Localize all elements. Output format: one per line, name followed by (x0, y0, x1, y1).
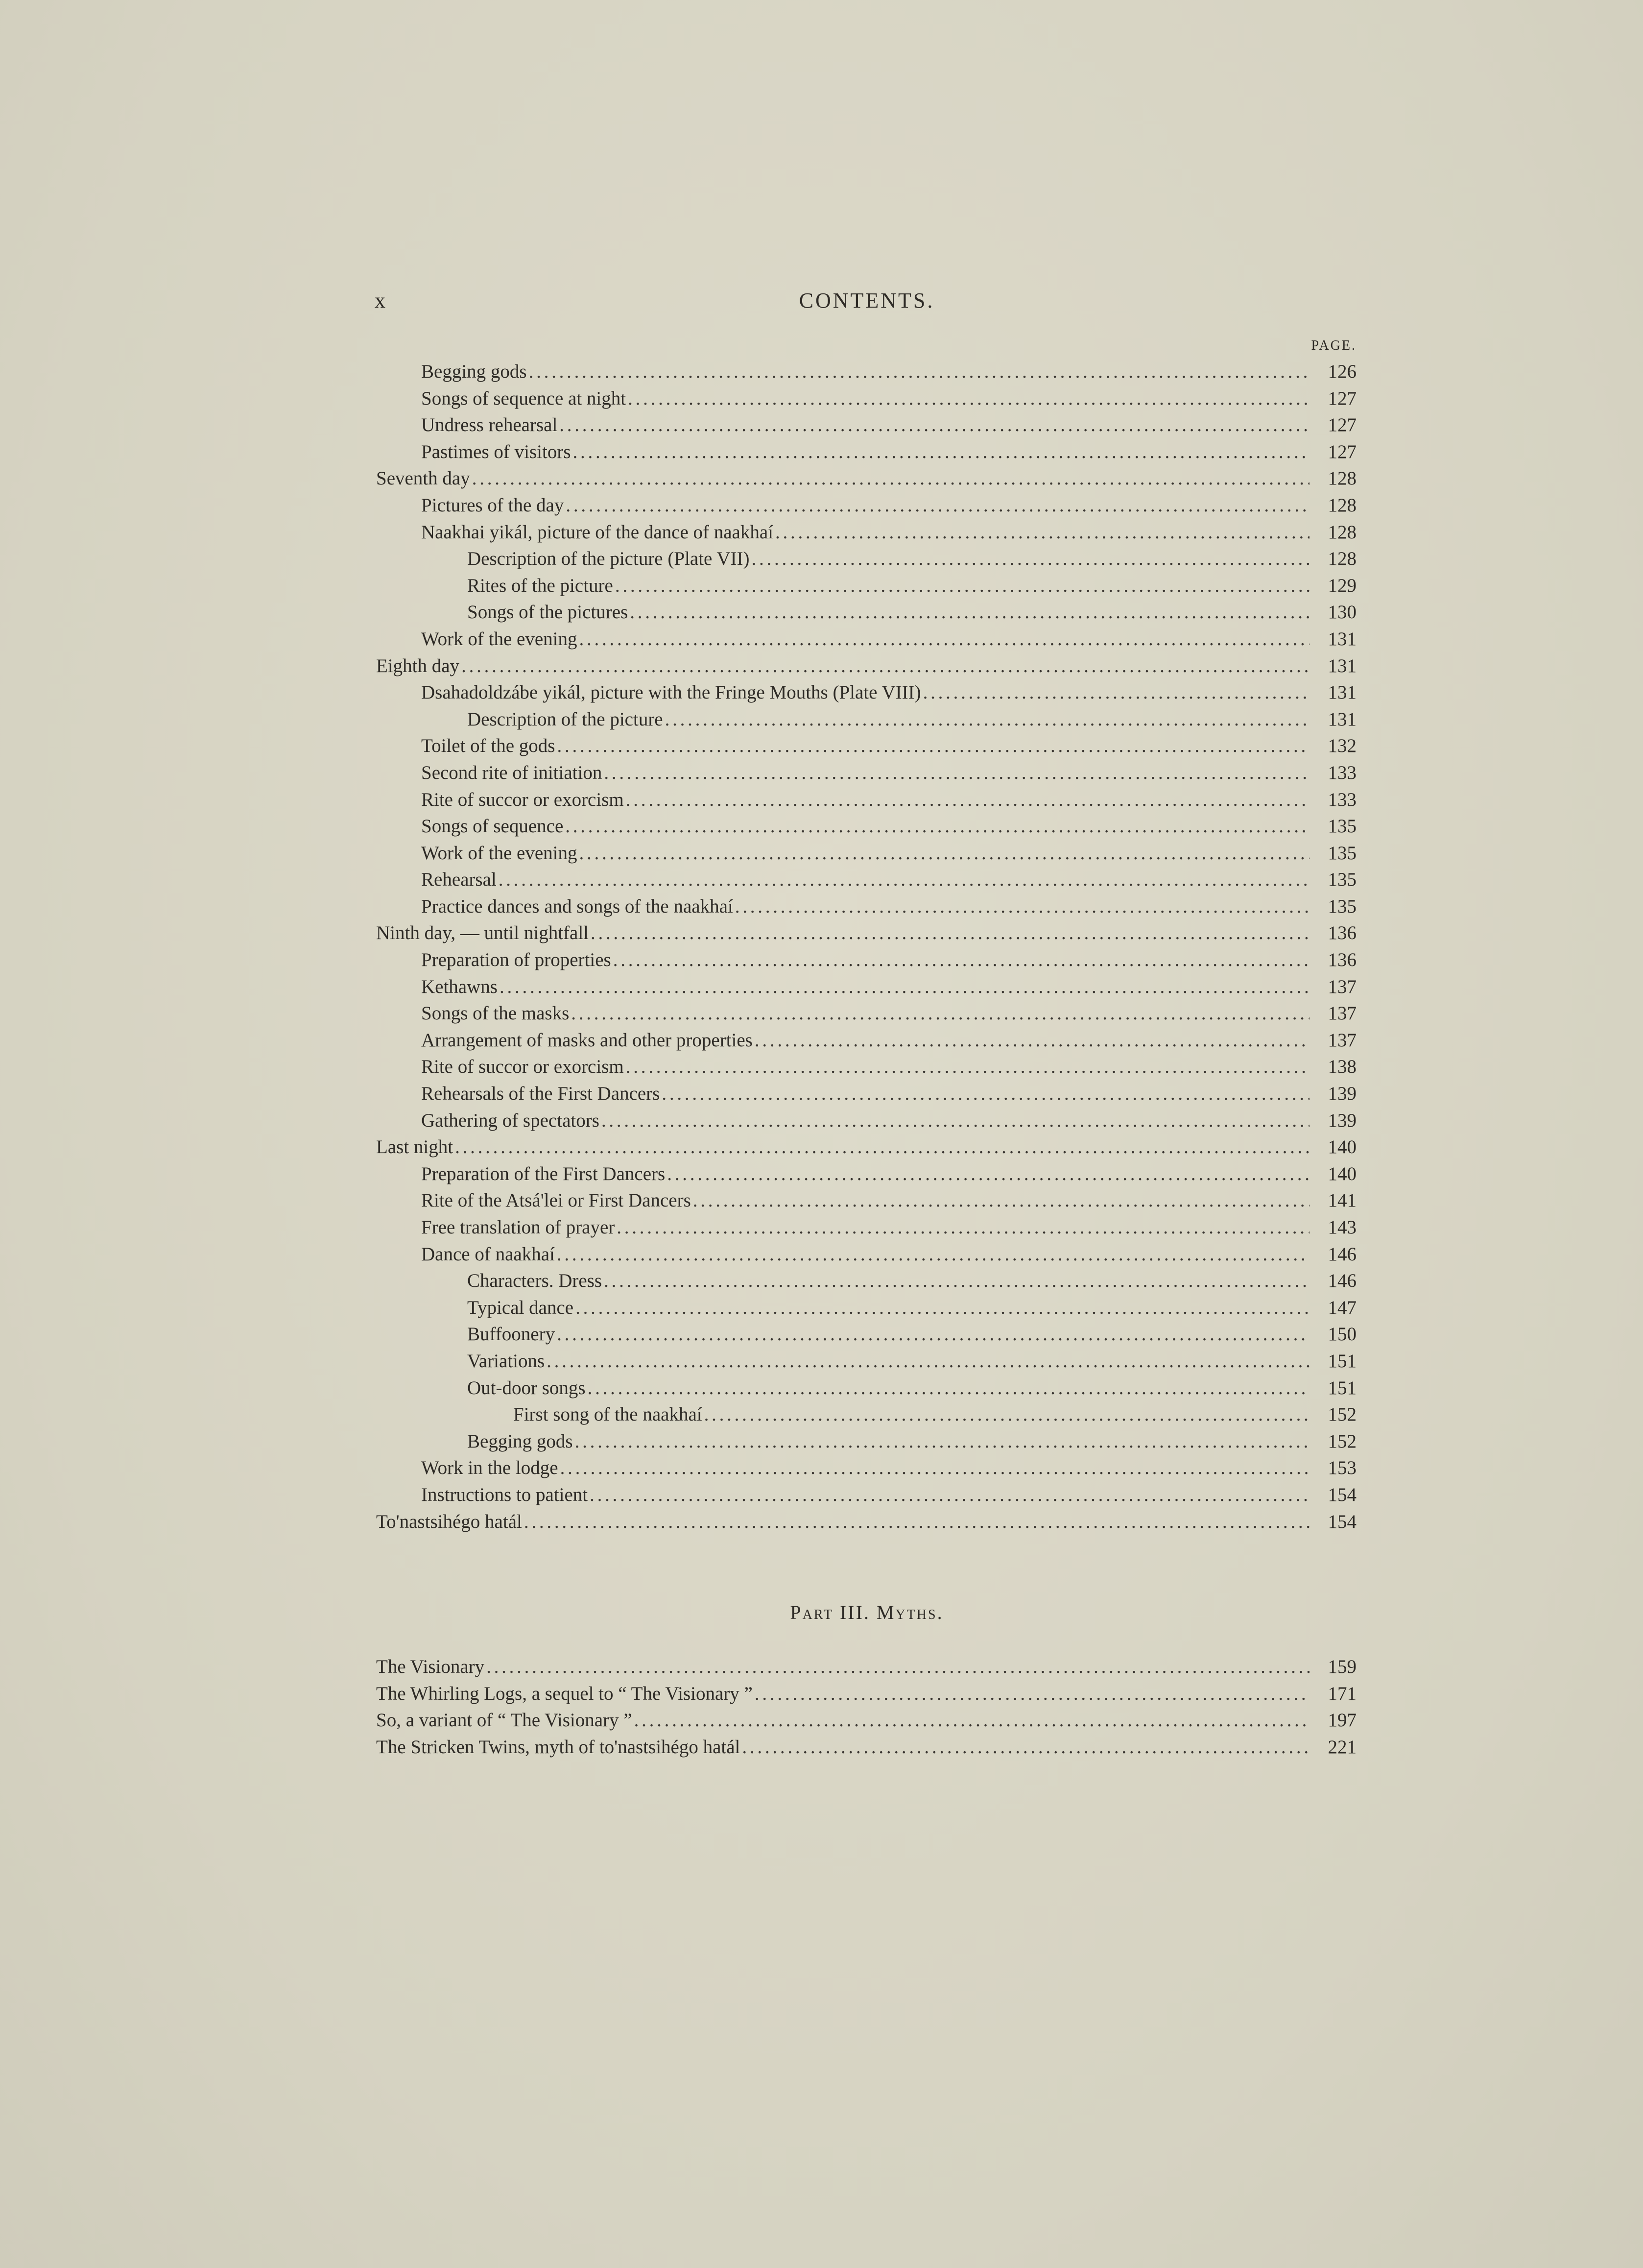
toc-entry-page: 153 (1328, 1457, 1357, 1479)
dot-leader (704, 1401, 1310, 1428)
toc-entry-label: Characters. Dress (467, 1270, 602, 1292)
toc-entry-label: Free translation of prayer (421, 1217, 615, 1238)
toc-entry-page: 127 (1328, 441, 1357, 462)
toc-entry (376, 1161, 1357, 1188)
toc-entry (376, 920, 1357, 947)
dot-leader (617, 1214, 1310, 1241)
toc-entry-label: To'nastsihégo hatál (376, 1511, 522, 1532)
dot-leader (499, 867, 1310, 893)
toc-entry-page: 131 (1328, 682, 1357, 703)
toc-entry (376, 1321, 1357, 1348)
toc-entry-page: 129 (1328, 575, 1357, 596)
dot-leader (626, 1054, 1310, 1081)
toc-entry-label: Naakhai yikál, picture of the dance of naakhaí (421, 521, 774, 543)
toc-entry (376, 519, 1357, 546)
dot-leader (665, 706, 1310, 733)
toc-entry-label: Variations (467, 1350, 545, 1372)
toc-entry (376, 1295, 1357, 1322)
dot-leader (571, 1000, 1310, 1027)
dot-leader (923, 679, 1310, 706)
toc-entry-label: Instructions to patient (421, 1484, 588, 1505)
part-heading: Part III. Myths. (790, 1601, 944, 1623)
toc-entry (376, 840, 1357, 867)
toc-entry (376, 1214, 1357, 1241)
toc-entry-page: 131 (1328, 628, 1357, 650)
toc-entry (376, 893, 1357, 920)
toc-entry-label: Description of the picture (Plate VII) (467, 548, 750, 570)
dot-leader (461, 653, 1310, 680)
toc-entry (376, 1027, 1357, 1054)
dot-leader (591, 920, 1310, 947)
toc-entry-page: 154 (1328, 1484, 1357, 1505)
toc-entry (376, 1348, 1357, 1375)
toc-entry-label: Second rite of initiation (421, 762, 602, 783)
dot-leader (626, 787, 1310, 814)
toc-entry-page: 146 (1328, 1243, 1357, 1265)
toc-entry-page: 171 (1328, 1683, 1357, 1704)
toc-entry (376, 1681, 1357, 1708)
toc-entry-page: 135 (1328, 842, 1357, 864)
toc-entry-page: 137 (1328, 1029, 1357, 1051)
toc-entry-label: Rites of the picture (467, 575, 613, 596)
dot-leader (472, 465, 1310, 492)
toc-entry-label: So, a variant of “ The Visionary ” (376, 1710, 632, 1731)
toc-entry-label: Undress rehearsal (421, 414, 558, 436)
dot-leader (524, 1509, 1310, 1536)
toc-entry-page: 137 (1328, 976, 1357, 997)
dot-leader (667, 1161, 1310, 1188)
toc-entry (376, 813, 1357, 840)
toc-entry (376, 1455, 1357, 1482)
toc-entry-page: 135 (1328, 895, 1357, 917)
toc-entry-page: 127 (1328, 414, 1357, 436)
dot-leader (455, 1134, 1310, 1161)
dot-leader (559, 412, 1310, 439)
toc-entry-page: 154 (1328, 1511, 1357, 1532)
dot-leader (752, 546, 1310, 573)
toc-entry (376, 653, 1357, 680)
dot-leader (634, 1707, 1310, 1734)
toc-entry (376, 733, 1357, 760)
toc-entry (376, 1187, 1357, 1214)
dot-leader (604, 760, 1310, 787)
page-folio: x (375, 289, 386, 313)
toc-entry-page: 152 (1328, 1430, 1357, 1452)
toc-entry-label: Rehearsals of the First Dancers (421, 1083, 660, 1105)
dot-leader (565, 813, 1310, 840)
toc-entry-page: 131 (1328, 708, 1357, 730)
toc-entry-label: Songs of the masks (421, 1003, 570, 1024)
toc-entry (376, 1375, 1357, 1402)
toc-entry-label: Work of the evening (421, 842, 577, 864)
toc-entry (376, 573, 1357, 600)
toc-entry-label: Arrangement of masks and other properties (421, 1029, 753, 1051)
toc-entry-label: The Visionary (376, 1656, 485, 1677)
toc-entry-page: 128 (1328, 521, 1357, 543)
toc-entry-label: Dance of naakhaí (421, 1243, 555, 1265)
dot-leader (566, 492, 1310, 519)
dot-leader (588, 1375, 1310, 1402)
dot-leader (573, 439, 1310, 466)
toc-entry-label: Preparation of properties (421, 949, 611, 971)
dot-leader (560, 1455, 1310, 1482)
toc-entry-label: Kethawns (421, 976, 498, 997)
toc-entry-label: The Stricken Twins, myth of to'nastsihégo hatál (376, 1736, 740, 1758)
toc-entry (376, 679, 1357, 706)
toc-entry-page: 151 (1328, 1377, 1357, 1399)
toc-entry (376, 1054, 1357, 1081)
toc-entry-label: Songs of sequence at night (421, 387, 626, 409)
toc-list (376, 359, 1357, 1535)
dot-leader (486, 1654, 1310, 1681)
toc-entry-label: Last night (376, 1136, 453, 1158)
toc-entry-label: Description of the picture (467, 708, 663, 730)
toc-list-part-iii (376, 1654, 1357, 1761)
toc-entry (376, 386, 1357, 412)
toc-entry (376, 439, 1357, 466)
dot-leader (557, 1321, 1310, 1348)
toc-entry (376, 359, 1357, 386)
toc-entry-label: Dsahadoldzábe yikál, picture with the Fringe Mouths (Plate VIII) (421, 682, 921, 703)
toc-entry-page: 140 (1328, 1136, 1357, 1158)
dot-leader (604, 1268, 1310, 1295)
toc-entry-page: 126 (1328, 361, 1357, 382)
toc-entry (376, 1654, 1357, 1681)
toc-entry-page: 135 (1328, 816, 1357, 837)
toc-entry-label: The Whirling Logs, a sequel to “ The Visionary ” (376, 1683, 753, 1704)
toc-entry (376, 1707, 1357, 1734)
toc-entry (376, 1268, 1357, 1295)
toc-entry (376, 974, 1357, 1001)
toc-entry-page: 139 (1328, 1110, 1357, 1131)
dot-leader (742, 1734, 1310, 1761)
toc-entry (376, 1108, 1357, 1134)
toc-entry-page: 128 (1328, 494, 1357, 516)
dot-leader (529, 359, 1310, 386)
dot-leader (557, 733, 1310, 760)
toc-entry-page: 139 (1328, 1083, 1357, 1105)
toc-entry-page: 128 (1328, 468, 1357, 489)
dot-leader (590, 1482, 1310, 1509)
page-column-label: PAGE. (1311, 338, 1357, 353)
toc-entry (376, 626, 1357, 653)
dot-leader (500, 974, 1310, 1001)
toc-entry-label: Work of the evening (421, 628, 577, 650)
toc-entry-label: Gathering of spectators (421, 1110, 599, 1131)
toc-entry-label: Rehearsal (421, 869, 497, 891)
toc-entry-page: 150 (1328, 1324, 1357, 1345)
toc-entry (376, 1134, 1357, 1161)
toc-entry-label: Rite of the Atsá'lei or First Dancers (421, 1190, 691, 1211)
toc-entry-page: 151 (1328, 1350, 1357, 1372)
toc-entry-page: 128 (1328, 548, 1357, 570)
dot-leader (601, 1108, 1310, 1134)
dot-leader (662, 1081, 1310, 1108)
toc-entry (376, 465, 1357, 492)
toc-entry-page: 136 (1328, 922, 1357, 944)
toc-entry-page: 137 (1328, 1003, 1357, 1024)
toc-entry (376, 1734, 1357, 1761)
toc-entry-page: 152 (1328, 1404, 1357, 1425)
toc-entry-page: 130 (1328, 602, 1357, 623)
toc-entry-label: Seventh day (376, 468, 470, 489)
toc-entry-page: 127 (1328, 387, 1357, 409)
dot-leader (547, 1348, 1310, 1375)
dot-leader (615, 573, 1310, 600)
toc-entry (376, 760, 1357, 787)
toc-entry (376, 867, 1357, 893)
toc-entry-page: 143 (1328, 1217, 1357, 1238)
dot-leader (575, 1295, 1310, 1322)
running-head (375, 288, 1359, 317)
toc-entry-label: Out-door songs (467, 1377, 586, 1399)
dot-leader (628, 386, 1310, 412)
toc-entry-label: Ninth day, — until nightfall (376, 922, 589, 944)
toc-entry (376, 599, 1357, 626)
page-title: CONTENTS. (799, 289, 935, 313)
toc-entry-page: 141 (1328, 1190, 1357, 1211)
toc-entry-page: 131 (1328, 655, 1357, 676)
dot-leader (755, 1681, 1310, 1708)
toc-entry-page: 147 (1328, 1297, 1357, 1318)
toc-entry-label: Rite of succor or exorcism (421, 1056, 624, 1078)
toc-entry-label: Typical dance (467, 1297, 574, 1318)
dot-leader (579, 626, 1310, 653)
toc-entry-label: Songs of sequence (421, 816, 564, 837)
toc-entry-label: Work in the lodge (421, 1457, 558, 1479)
toc-entry-label: Buffoonery (467, 1324, 555, 1345)
toc-entry-page: 159 (1328, 1656, 1357, 1677)
toc-entry-page: 138 (1328, 1056, 1357, 1078)
toc-entry (376, 1081, 1357, 1108)
toc-entry-page: 135 (1328, 869, 1357, 891)
toc-entry-page: 133 (1328, 762, 1357, 783)
toc-entry-label: Eighth day (376, 655, 460, 676)
dot-leader (735, 893, 1310, 920)
toc-entry-page: 197 (1328, 1710, 1357, 1731)
toc-entry-label: Begging gods (467, 1430, 573, 1452)
dot-leader (693, 1187, 1310, 1214)
toc-entry (376, 787, 1357, 814)
toc-entry (376, 492, 1357, 519)
dot-leader (775, 519, 1310, 546)
toc-entry (376, 412, 1357, 439)
toc-entry (376, 546, 1357, 573)
dot-leader (575, 1428, 1310, 1455)
toc-entry-label: Pastimes of visitors (421, 441, 571, 462)
toc-entry-label: Begging gods (421, 361, 527, 382)
dot-leader (630, 599, 1310, 626)
toc-entry-label: Songs of the pictures (467, 602, 628, 623)
toc-entry (376, 1241, 1357, 1268)
toc-entry-page: 136 (1328, 949, 1357, 971)
dot-leader (755, 1027, 1310, 1054)
toc-entry-label: Practice dances and songs of the naakhaí (421, 895, 733, 917)
toc-entry (376, 1000, 1357, 1027)
toc-entry (376, 706, 1357, 733)
toc-entry (376, 1401, 1357, 1428)
toc-entry-label: Preparation of the First Dancers (421, 1163, 666, 1184)
toc-entry (376, 1482, 1357, 1509)
toc-entry-page: 133 (1328, 789, 1357, 810)
toc-entry-page: 132 (1328, 735, 1357, 757)
toc-entry-page: 140 (1328, 1163, 1357, 1184)
toc-entry-label: Toilet of the gods (421, 735, 555, 757)
toc-entry-page: 221 (1328, 1736, 1357, 1758)
toc-entry (376, 1509, 1357, 1536)
toc-entry-label: Pictures of the day (421, 494, 564, 516)
toc-entry (376, 947, 1357, 974)
dot-leader (613, 947, 1310, 974)
dot-leader (579, 840, 1310, 867)
toc-entry (376, 1428, 1357, 1455)
toc-entry-page: 146 (1328, 1270, 1357, 1292)
toc-entry-label: Rite of succor or exorcism (421, 789, 624, 810)
dot-leader (557, 1241, 1310, 1268)
toc-entry-label: First song of the naakhaí (513, 1404, 702, 1425)
